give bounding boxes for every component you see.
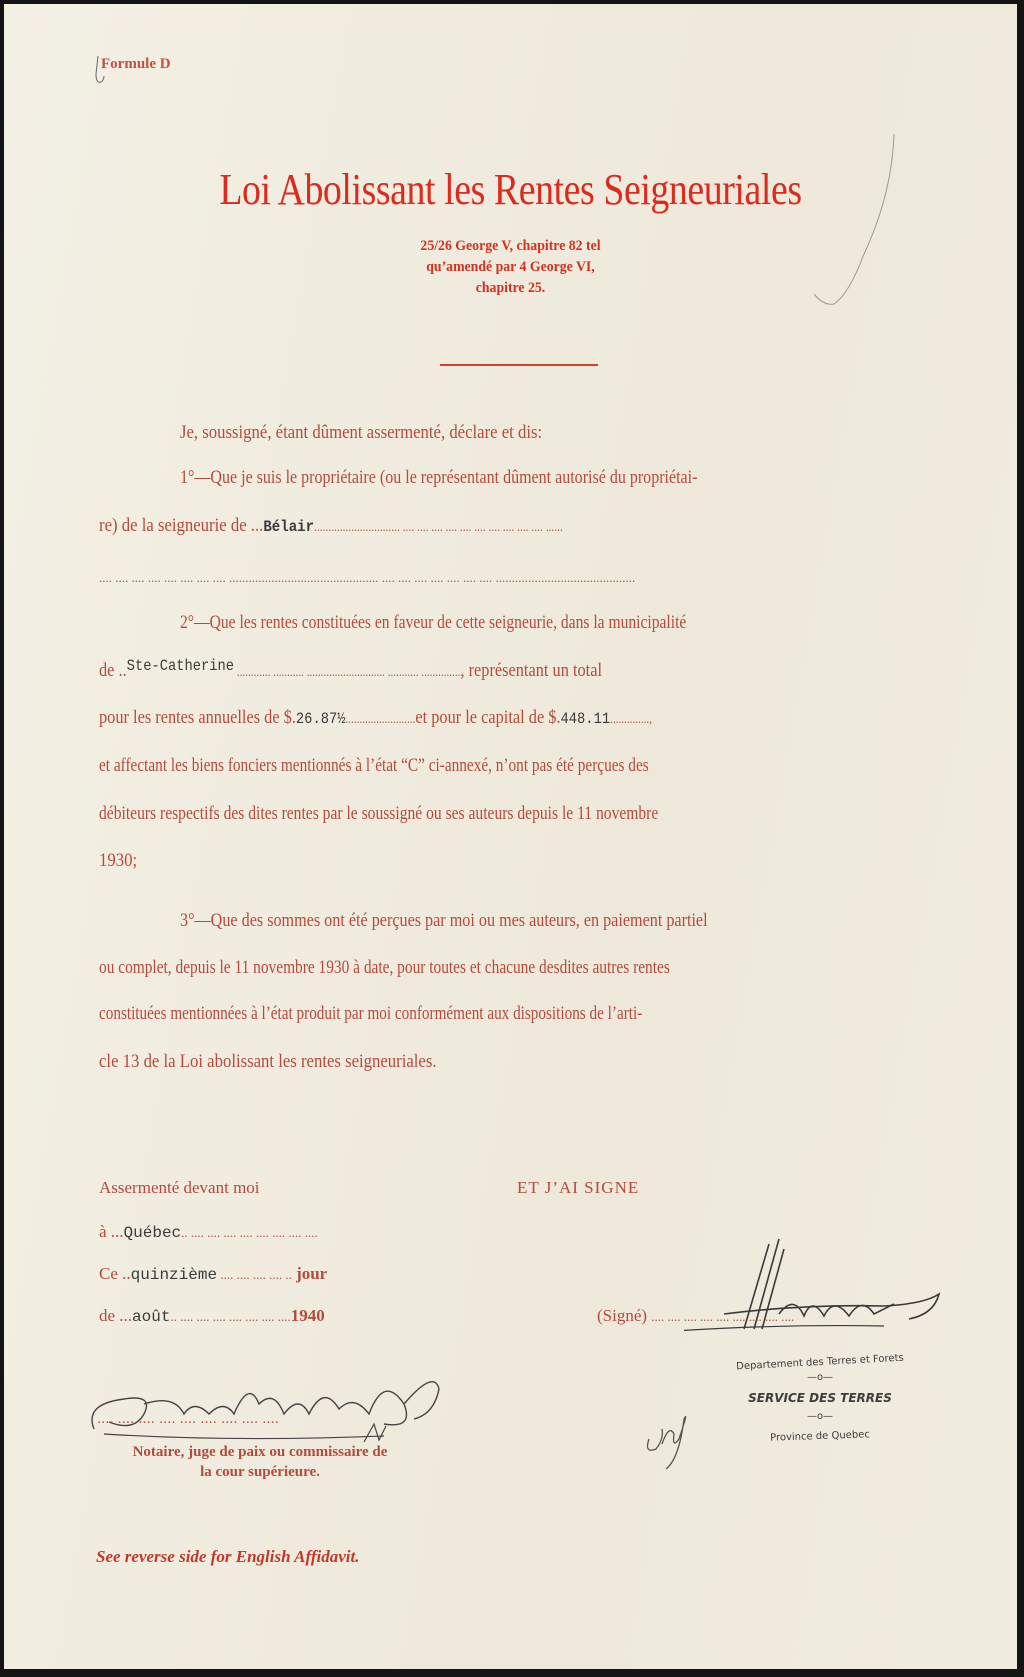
fill-dots: ......................... bbox=[345, 711, 416, 726]
clause2-line1: 2°—Que les rentes constituées en faveur de cette seigneurie, dans la municipalité bbox=[180, 612, 687, 633]
clause3-line1: 3°—Que des sommes ont été perçues par moi ou mes auteurs, en paiement partiel bbox=[180, 910, 708, 931]
clause1-prefix: re) de la seigneurie de ... bbox=[99, 515, 264, 536]
subtitle-line-2: qu’amendé par 4 George VI, bbox=[426, 259, 595, 275]
fill-dots: .... .... .... .... .. bbox=[217, 1267, 292, 1282]
signed-heading: ET J’AI SIGNE bbox=[517, 1178, 640, 1197]
notary-caption-line-2: la cour supérieure. bbox=[200, 1464, 320, 1480]
notary-caption-line-1: Notaire, juge de paix ou commissaire de bbox=[132, 1444, 388, 1460]
title-divider bbox=[440, 364, 598, 366]
clause3-line3: constituées mentionnées à l’état produit par moi conformément aux dispositions de l’arti- bbox=[99, 1003, 643, 1024]
form-label: Formule D bbox=[101, 56, 171, 72]
clause2-prefix: de .. bbox=[99, 660, 127, 681]
year-field: 1940 bbox=[290, 1306, 325, 1325]
municipalite-field[interactable]: Ste-Catherine bbox=[126, 657, 235, 675]
sworn-day-line bbox=[99, 1264, 327, 1284]
clause1-line3-blank[interactable]: .... .... .... .... .... .... .... .... .............................................. .... .... .... .... .... .... .... ........................................... bbox=[99, 570, 636, 585]
initials-mark bbox=[644, 1399, 704, 1469]
signature-dots[interactable]: .... .... .... .... .... .... .... .... .... bbox=[651, 1309, 795, 1324]
day-suffix: jour bbox=[296, 1264, 328, 1283]
fill-dots: .............., bbox=[610, 711, 653, 726]
clause3-line2: ou complet, depuis le 11 novembre 1930 à date, pour toutes et chacune desdites autres rentes bbox=[99, 957, 670, 978]
place-prefix: à ... bbox=[99, 1222, 124, 1241]
clause2-line2 bbox=[99, 657, 602, 682]
document-page bbox=[4, 4, 1017, 1669]
rentes-annuelles-field[interactable]: 26.87½ bbox=[295, 710, 346, 728]
clause2-line5: débiteurs respectifs des dites rentes par le soussigné ou ses auteurs depuis le 11 novembre bbox=[99, 803, 659, 824]
month-prefix: de ... bbox=[99, 1306, 133, 1325]
fill-dots: .. .... .... .... .... .... .... .... bbox=[170, 1309, 291, 1324]
pencil-scribble bbox=[744, 134, 904, 314]
place-field[interactable]: Québec bbox=[123, 1224, 182, 1242]
stamp-service: SERVICE DES TERRES bbox=[748, 1391, 892, 1405]
clause2-line3 bbox=[99, 707, 652, 729]
stamp-separator-1: —o— bbox=[806, 1372, 834, 1383]
clause2-line4: et affectant les biens fonciers mentionnés à l’état “C” ci-annexé, n’ont pas été perçues des bbox=[99, 755, 649, 776]
clause3-line4: cle 13 de la Loi abolissant les rentes seigneuriales. bbox=[99, 1051, 437, 1072]
footer-note: See reverse side for English Affidavit. bbox=[96, 1547, 360, 1566]
clause2-suffix: , représentant un total bbox=[460, 660, 602, 681]
month-field[interactable]: août bbox=[132, 1308, 171, 1326]
sworn-heading: Assermenté devant moi bbox=[99, 1178, 260, 1197]
clause1-line2 bbox=[99, 515, 563, 537]
fill-dots: .............................. .... .... .... .... .... .... .... .... .... .... ...... bbox=[314, 519, 563, 534]
fill-dots: .. .... .... .... .... .... .... .... .... bbox=[181, 1225, 318, 1240]
clause1-line1: 1°—Que je suis le propriétaire (ou le représentant dûment autorisé du propriétai- bbox=[180, 467, 698, 488]
rentes-label: pour les rentes annuelles de $. bbox=[99, 707, 296, 728]
sworn-date-line bbox=[99, 1306, 325, 1326]
notary-signature bbox=[84, 1374, 464, 1444]
day-prefix: Ce .. bbox=[99, 1264, 131, 1283]
stamp-province: Province de Quebec bbox=[769, 1429, 871, 1444]
signed-label: (Signé) bbox=[597, 1306, 648, 1325]
document-title: Loi Abolissant les Rentes Seigneuriales bbox=[219, 165, 802, 214]
clause2-line6: 1930; bbox=[99, 850, 138, 871]
fill-dots: ............ ........... ............................ ........... .............. bbox=[234, 664, 461, 679]
day-field[interactable]: quinzième bbox=[130, 1266, 218, 1284]
sworn-place-line bbox=[99, 1222, 318, 1242]
capital-label: et pour le capital de $. bbox=[415, 707, 561, 728]
subtitle-line-1: 25/26 George V, chapitre 82 tel bbox=[420, 238, 601, 254]
intro-text: Je, soussigné, étant dûment assermenté, déclare et dis: bbox=[180, 422, 543, 443]
stamp-department: Departement des Terres et Forets bbox=[736, 1352, 904, 1373]
capital-field[interactable]: 448.11 bbox=[560, 710, 611, 728]
seigneurie-field[interactable]: Bélair bbox=[263, 518, 315, 536]
declarant-signature bbox=[684, 1234, 944, 1334]
notary-signature-line: .... .... .... .... .... .... .... .... .... bbox=[97, 1412, 279, 1427]
subtitle-line-3: chapitre 25. bbox=[475, 280, 546, 296]
stamp-separator-2: —o— bbox=[806, 1411, 834, 1422]
